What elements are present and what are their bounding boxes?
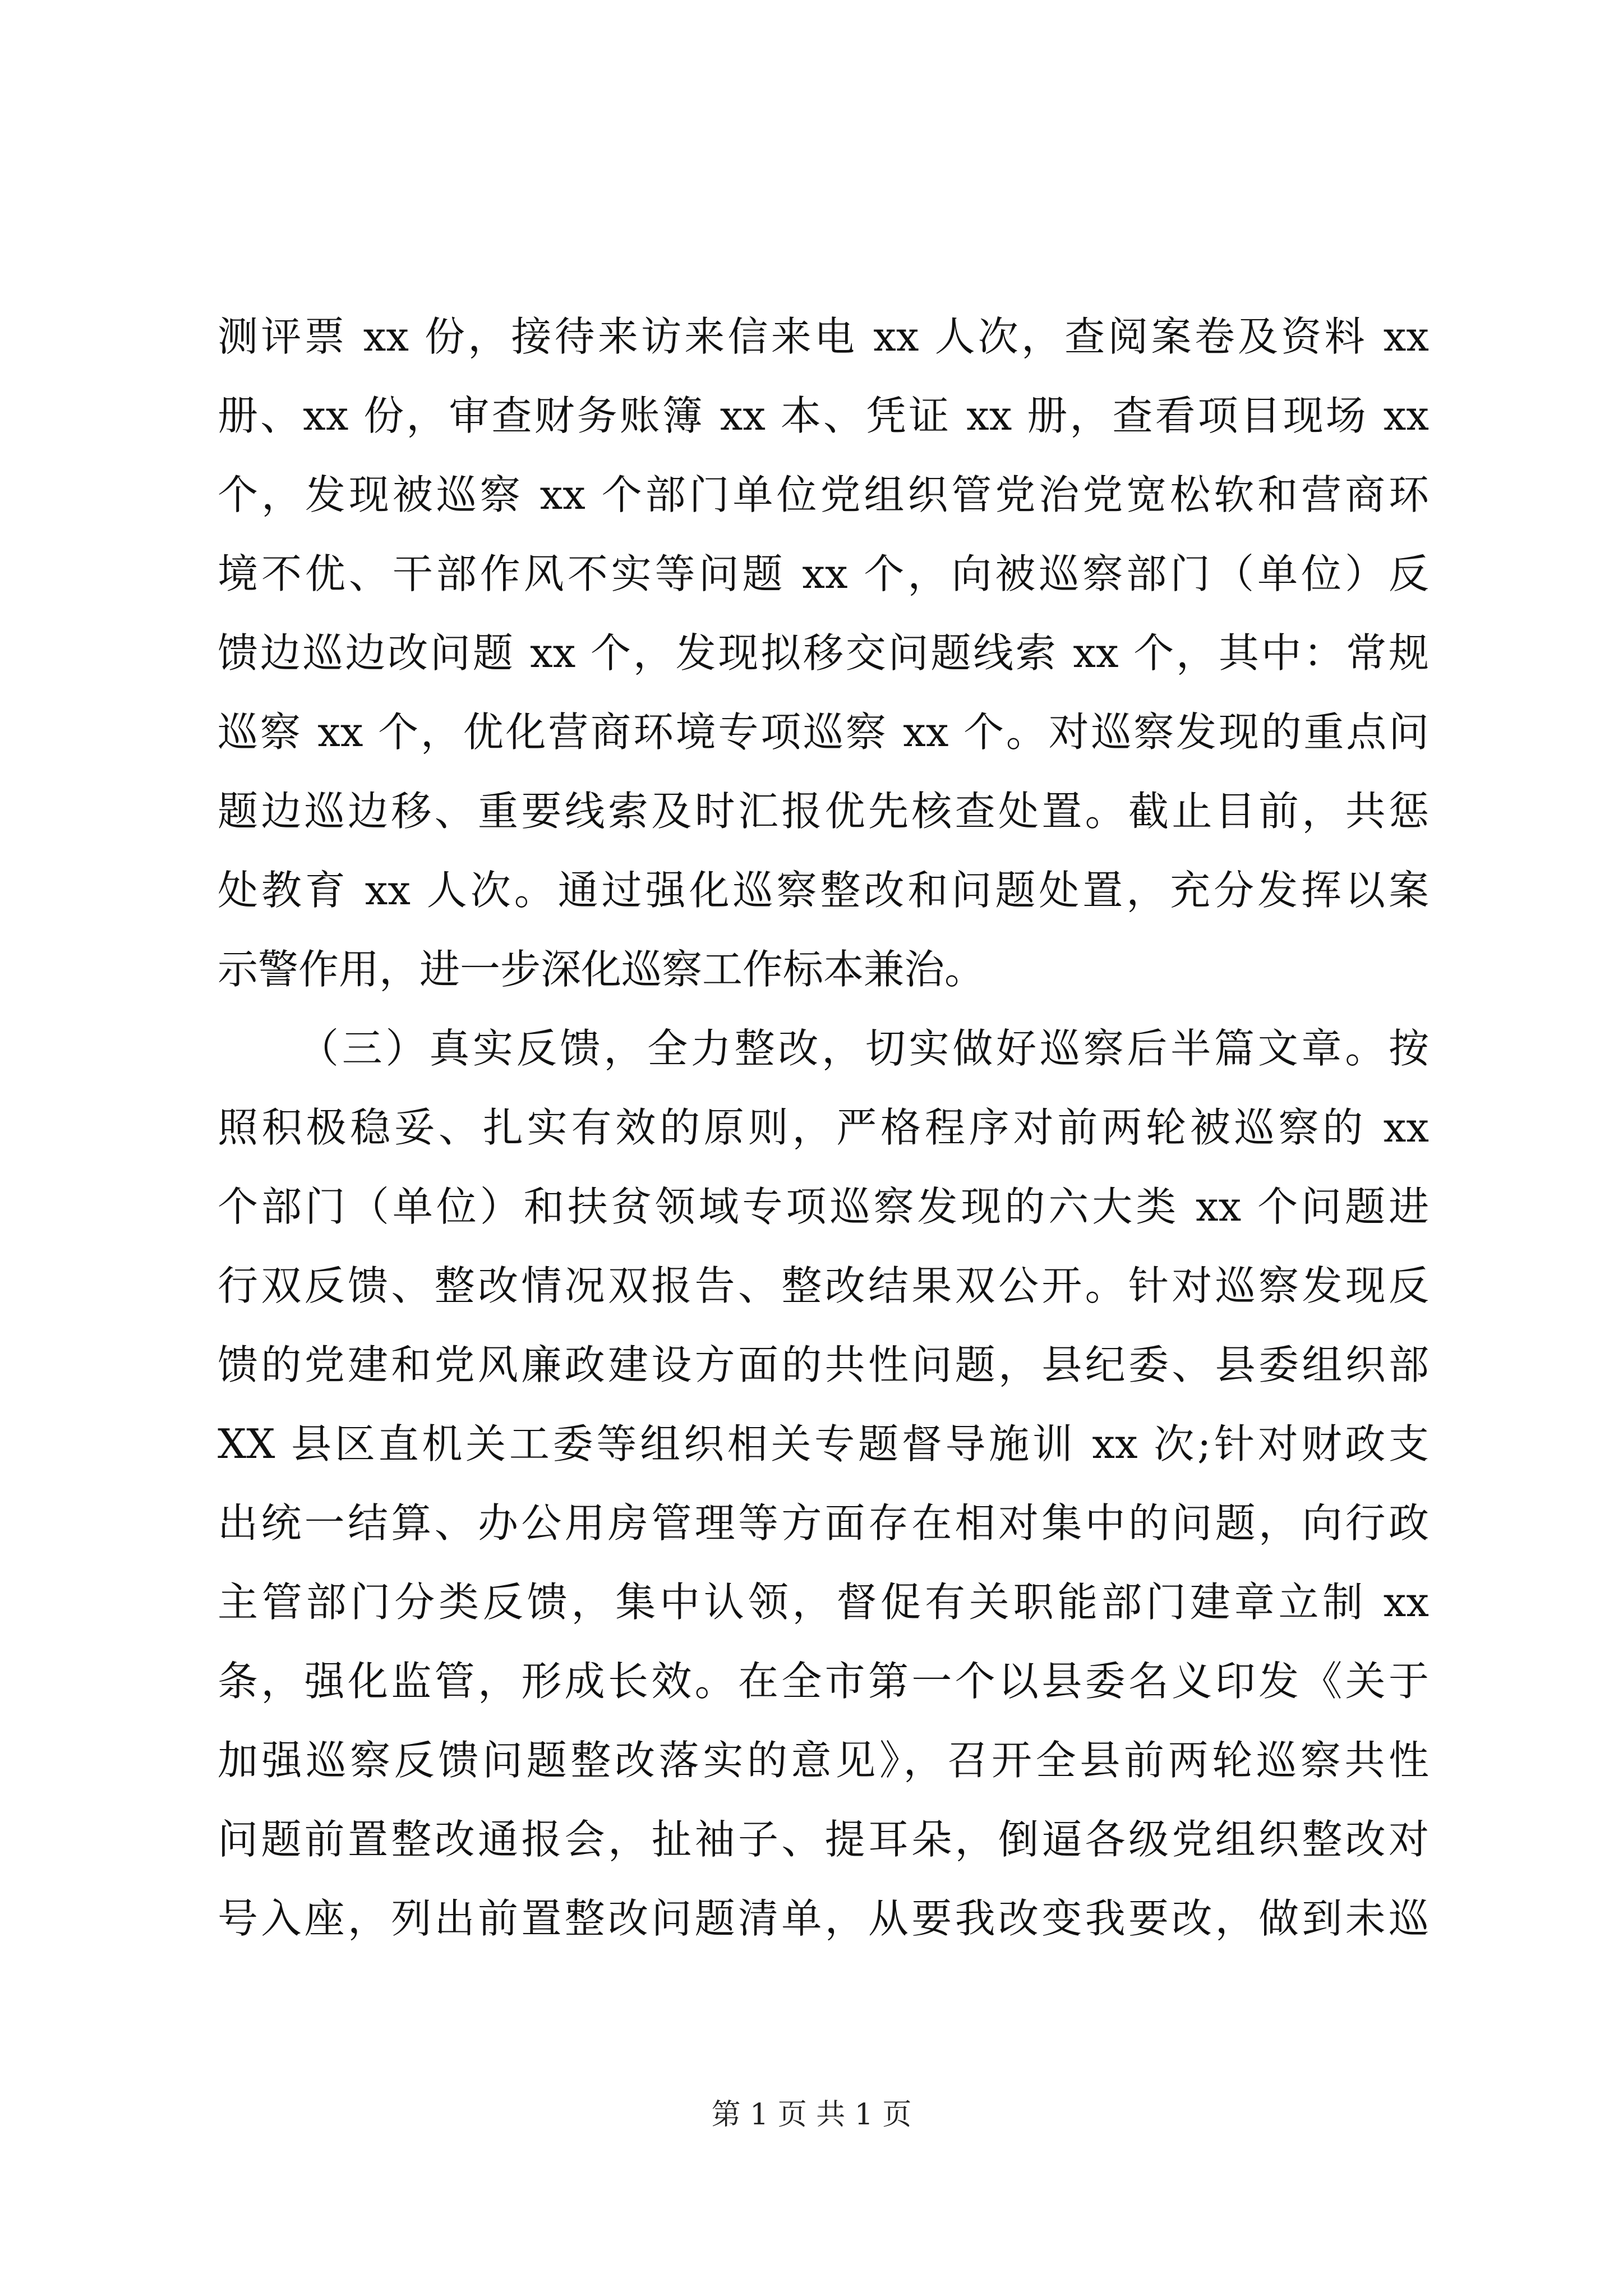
text-line: 个部门（单位）和扶贫领域专项巡察发现的六大类 xx 个问题进 xyxy=(218,1183,1429,1230)
document-body xyxy=(218,297,1429,1958)
text-line: XX 县区直机关工委等组织相关专题督导施训 xx 次;针对财政支 xyxy=(218,1420,1429,1467)
text-line: 册、xx 份，审查财务账簿 xx 本、凭证 xx 册，查看项目现场 xx xyxy=(218,392,1429,439)
text-line-paragraph-end: 示警作用，进一步深化巡察工作标本兼治。 xyxy=(218,946,985,993)
text-line: 馈边巡边改问题 xx 个，发现拟移交问题线索 xx 个，其中：常规 xyxy=(218,629,1429,677)
text-line: 测评票 xx 份，接待来访来信来电 xx 人次，查阅案卷及资料 xx xyxy=(218,313,1429,360)
text-line: 馈的党建和党风廉政建设方面的共性问题，县纪委、县委组织部 xyxy=(218,1341,1429,1388)
text-line: 巡察 xx 个，优化营商环境专项巡察 xx 个。对巡察发现的重点问 xyxy=(218,708,1429,756)
text-line: 照积极稳妥、扎实有效的原则，严格程序对前两轮被巡察的 xx xyxy=(218,1104,1429,1151)
text-line: 主管部门分类反馈，集中认领，督促有关职能部门建章立制 xx xyxy=(218,1579,1429,1626)
text-line: 问题前置整改通报会，扯袖子、提耳朵，倒逼各级党组织整改对 xyxy=(218,1816,1429,1863)
text-line: 境不优、干部作风不实等问题 xx 个，向被巡察部门（单位）反 xyxy=(218,550,1429,597)
text-line: 号入座，列出前置整改问题清单，从要我改变我要改，做到未巡 xyxy=(218,1895,1429,1942)
section-heading-line: （三）真实反馈，全力整改，切实做好巡察后半篇文章。按 xyxy=(298,1025,1429,1072)
page-number-footer: 第 1 页 共 1 页 xyxy=(711,2098,912,2132)
text-line: 处教育 xx 人次。通过强化巡察整改和问题处置，充分发挥以案 xyxy=(218,867,1429,914)
text-line: 条，强化监管，形成长效。在全市第一个以县委名义印发《关于 xyxy=(218,1658,1429,1705)
text-line: 题边巡边移、重要线索及时汇报优先核查处置。截止目前，共惩 xyxy=(218,788,1429,835)
text-line: 加强巡察反馈问题整改落实的意见》，召开全县前两轮巡察共性 xyxy=(218,1737,1429,1784)
text-line: 行双反馈、整改情况双报告、整改结果双公开。针对巡察发现反 xyxy=(218,1262,1429,1309)
text-line: 出统一结算、办公用房管理等方面存在相对集中的问题，向行政 xyxy=(218,1499,1429,1547)
text-line: 个，发现被巡察 xx 个部门单位党组织管党治党宽松软和营商环 xyxy=(218,471,1429,518)
